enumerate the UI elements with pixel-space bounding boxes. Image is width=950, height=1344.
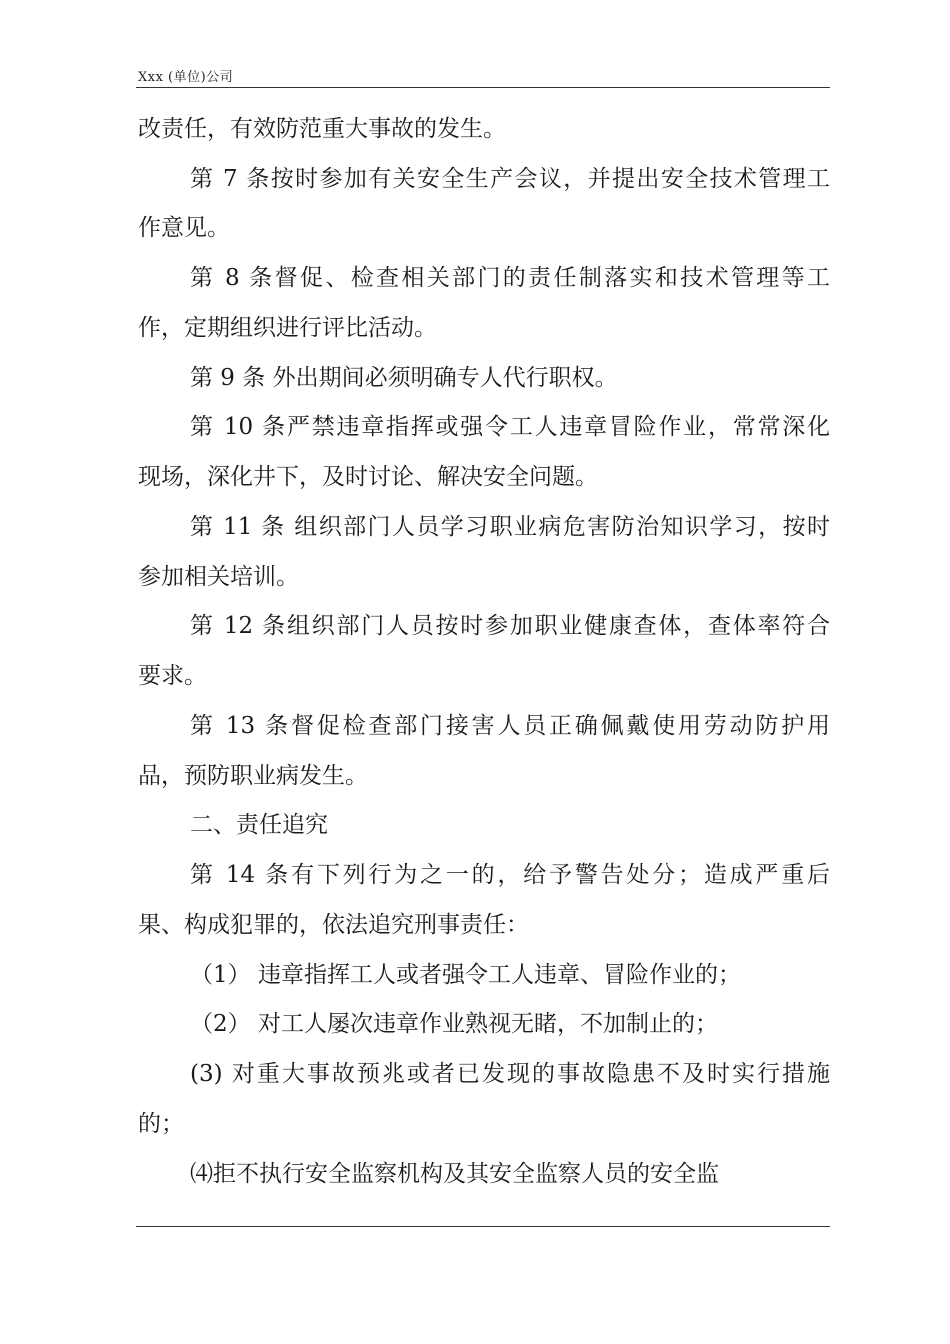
paragraph-line: 第 10 条严禁违章指挥或强令工人违章冒险作业，常常深化 [190, 414, 830, 440]
paragraph-line: 参加相关培训。 [138, 564, 299, 590]
paragraph-line: 第 9 条 外出期间必须明确专人代行职权。 [190, 365, 618, 391]
paragraph-line: 改责任，有效防范重大事故的发生。 [138, 116, 506, 142]
section-heading: 二、责任追究 [190, 812, 328, 838]
paragraph-line: 果、构成犯罪的，依法追究刑事责任： [138, 912, 529, 938]
list-item: (3) 对重大事故预兆或者已发现的事故隐患不及时实行措施 [190, 1061, 830, 1087]
paragraph-line: 第 12 条组织部门人员按时参加职业健康查体，查体率符合 [190, 613, 830, 639]
paragraph-line: 第 14 条有下列行为之一的，给予警告处分；造成严重后 [190, 862, 830, 888]
paragraph-line: 要求。 [138, 663, 207, 689]
paragraph-line: 第 11 条 组织部门人员学习职业病危害防治知识学习，按时 [190, 514, 830, 540]
paragraph-line: 的； [138, 1111, 184, 1137]
paragraph-line: 品，预防职业病发生。 [138, 763, 368, 789]
paragraph-line: 第 8 条督促、检查相关部门的责任制落实和技术管理等工 [190, 265, 830, 291]
paragraph-line: 第 13 条督促检查部门接害人员正确佩戴使用劳动防护用 [190, 713, 830, 739]
list-item: ⑷拒不执行安全监察机构及其安全监察人员的安全监 [190, 1161, 719, 1187]
paragraph-line: 第 7 条按时参加有关安全生产会议，并提出安全技术管理工 [190, 166, 830, 192]
header-rule [136, 87, 830, 88]
header-company-name: Xxx (单位)公司 [138, 70, 234, 85]
paragraph-line: 作意见。 [138, 215, 230, 241]
list-item: （2） 对工人屡次违章作业熟视无睹，不加制止的； [190, 1011, 718, 1037]
footer-rule [136, 1226, 830, 1227]
list-item: （1） 违章指挥工人或者强令工人违章、冒险作业的； [190, 962, 741, 988]
paragraph-line: 作，定期组织进行评比活动。 [138, 315, 437, 341]
paragraph-line: 现场，深化井下，及时讨论、解决安全问题。 [138, 464, 598, 490]
